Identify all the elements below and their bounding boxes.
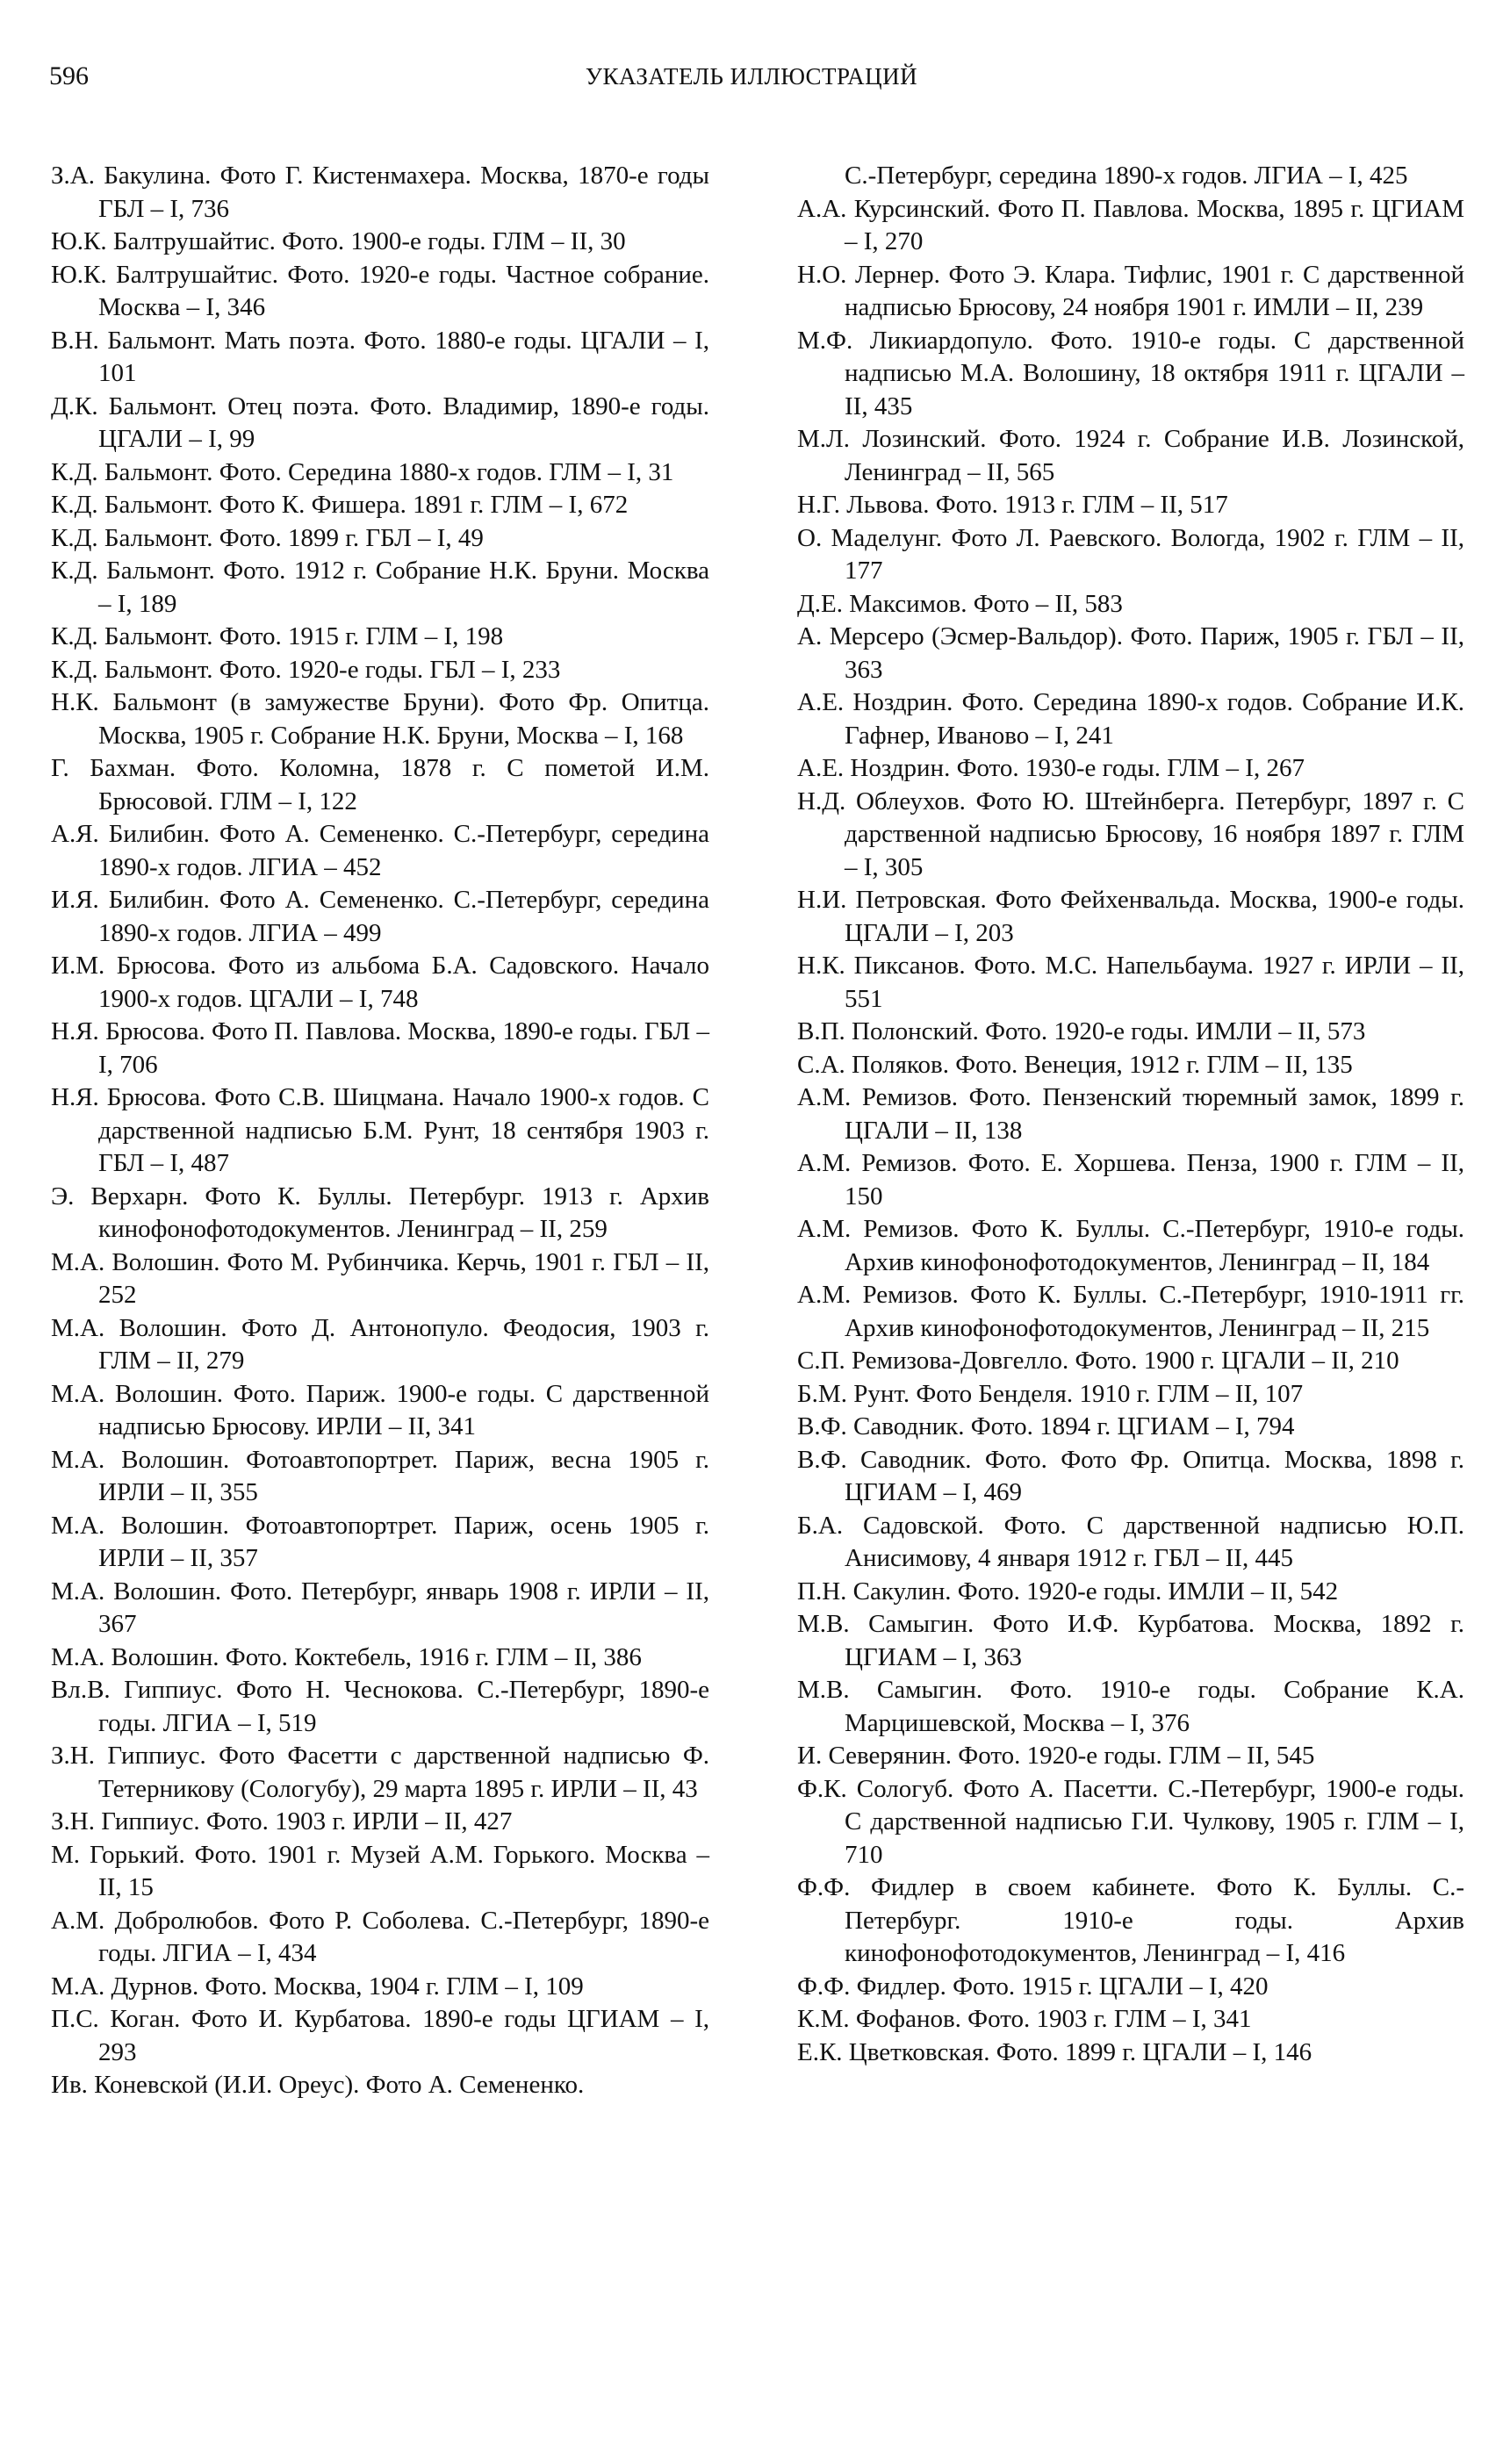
index-entry: М.А. Дурнов. Фото. Москва, 1904 г. ГЛМ – I, 109 — [51, 1972, 584, 2001]
index-entry: И. Северянин. Фото. 1920-е годы. ГЛМ – II, 545 — [797, 1742, 1315, 1770]
index-entry: А.Е. Ноздрин. Фото. Середина 1890-х годов. Собрание И.К. Гафнер, Иваново – I, 241 — [797, 688, 1464, 750]
index-entry: И.Я. Билибин. Фото А. Семененко. С.-Петербург, середина 1890-х годов. ЛГИА – 499 — [51, 886, 709, 947]
index-entry: А.М. Ремизов. Фото К. Буллы. С.-Петербург, 1910-1911 гг. Архив кинофонофотодокументов, Ленинград – II, 215 — [797, 1281, 1464, 1342]
index-entry: В.П. Полонский. Фото. 1920-е годы. ИМЛИ – II, 573 — [797, 1017, 1366, 1045]
index-entry: К.Д. Бальмонт. Фото. 1915 г. ГЛМ – I, 198 — [51, 622, 504, 650]
index-entry: А.Я. Билибин. Фото А. Семененко. С.-Петербург, середина 1890-х годов. ЛГИА – 452 — [51, 820, 709, 881]
index-entry: Э. Верхарн. Фото К. Буллы. Петербург. 1913 г. Архив кинофонофотодокументов. Ленинград – II, 259 — [51, 1182, 709, 1243]
index-entry: М.В. Самыгин. Фото. 1910-е годы. Собрание К.А. Марцишевской, Москва – I, 376 — [797, 1676, 1464, 1737]
index-column-right — [797, 160, 1464, 2069]
index-entry: Вл.В. Гиппиус. Фото Н. Чеснокова. С.-Петербург, 1890-е годы. ЛГИА – I, 519 — [51, 1676, 709, 1737]
index-entry: С.А. Поляков. Фото. Венеция, 1912 г. ГЛМ – II, 135 — [797, 1050, 1353, 1079]
index-entry: А. Мерсеро (Эсмер-Вальдор). Фото. Париж, 1905 г. ГБЛ – II, 363 — [797, 622, 1464, 684]
index-entry: П.Н. Сакулин. Фото. 1920-е годы. ИМЛИ – II, 542 — [797, 1577, 1339, 1606]
index-entry: М.В. Самыгин. Фото И.Ф. Курбатова. Москва, 1892 г. ЦГИАМ – I, 363 — [797, 1610, 1464, 1671]
running-head: УКАЗАТЕЛЬ ИЛЛЮСТРАЦИЙ — [585, 63, 918, 90]
index-entry: Н.Д. Облеухов. Фото Ю. Штейнберга. Петербург, 1897 г. С дарственной надписью Брюсову, 16 ноября 1897 г. ГЛМ – I, 305 — [797, 787, 1464, 881]
index-entry: М.А. Волошин. Фото М. Рубинчика. Керчь, 1901 г. ГБЛ – II, 252 — [51, 1247, 709, 1309]
index-entry: Д.К. Бальмонт. Отец поэта. Фото. Владимир, 1890-е годы. ЦГАЛИ – I, 99 — [51, 392, 709, 453]
index-entry: Ф.Ф. Фидлер. Фото. 1915 г. ЦГАЛИ – I, 420 — [797, 1972, 1269, 2001]
index-entry: Ю.К. Балтрушайтис. Фото. 1900-е годы. ГЛМ – II, 30 — [51, 227, 626, 255]
index-entry: И.М. Брюсова. Фото из альбома Б.А. Садовского. Начало 1900-х годов. ЦГАЛИ – I, 748 — [51, 952, 709, 1013]
index-entry: З.Н. Гиппиус. Фото. 1903 г. ИРЛИ – II, 427 — [51, 1807, 513, 1835]
index-entry: В.Ф. Саводник. Фото. Фото Фр. Опитца. Москва, 1898 г. ЦГИАМ – I, 469 — [797, 1445, 1464, 1506]
index-entry: Н.К. Пиксанов. Фото. М.С. Напельбаума. 1927 г. ИРЛИ – II, 551 — [797, 952, 1464, 1013]
index-entry: М.А. Волошин. Фото. Петербург, январь 1908 г. ИРЛИ – II, 367 — [51, 1577, 709, 1638]
index-entry: М.Л. Лозинский. Фото. 1924 г. Собрание И.В. Лозинской, Ленинград – II, 565 — [797, 425, 1464, 486]
index-entry: Н.Я. Брюсова. Фото П. Павлова. Москва, 1890-е годы. ГБЛ – I, 706 — [51, 1017, 709, 1079]
index-entry: Н.И. Петровская. Фото Фейхенвальда. Москва, 1900-е годы. ЦГАЛИ – I, 203 — [797, 886, 1464, 947]
index-entry: А.М. Ремизов. Фото. Пензенский тюремный замок, 1899 г. ЦГАЛИ – II, 138 — [797, 1083, 1464, 1145]
index-entry: К.Д. Бальмонт. Фото. 1920-е годы. ГБЛ – I, 233 — [51, 655, 561, 684]
index-entry: С.П. Ремизова-Довгелло. Фото. 1900 г. ЦГАЛИ – II, 210 — [797, 1347, 1399, 1375]
index-entry: Б.А. Садовской. Фото. С дарственной надписью Ю.П. Анисимову, 4 января 1912 г. ГБЛ – II, 445 — [797, 1511, 1464, 1572]
index-entry: Д.Е. Максимов. Фото – II, 583 — [797, 589, 1123, 618]
index-entry: Ю.К. Балтрушайтис. Фото. 1920-е годы. Частное собрание. Москва – I, 346 — [51, 260, 709, 321]
index-entry: А.М. Ремизов. Фото. Е. Хоршева. Пенза, 1900 г. ГЛМ – II, 150 — [797, 1149, 1464, 1210]
index-entry: К.Д. Бальмонт. Фото. Середина 1880-х годов. ГЛМ – I, 31 — [51, 457, 674, 486]
index-entry: В.Н. Бальмонт. Мать поэта. Фото. 1880-е годы. ЦГАЛИ – I, 101 — [51, 326, 709, 387]
index-entry-continuation: С.-Петербург, середина 1890-х годов. ЛГИА – I, 425 — [845, 162, 1408, 190]
index-entry: Г. Бахман. Фото. Коломна, 1878 г. С пометой И.М. Брюсовой. ГЛМ – I, 122 — [51, 754, 709, 815]
index-entry: А.М. Добролюбов. Фото Р. Соболева. С.-Петербург, 1890-е годы. ЛГИА – I, 434 — [51, 1906, 709, 1967]
index-entry: М. Горький. Фото. 1901 г. Музей А.М. Горького. Москва – II, 15 — [51, 1840, 709, 1901]
index-entry: А.М. Ремизов. Фото К. Буллы. С.-Петербург, 1910-е годы. Архив кинофонофотодокументов, Ленинград – II, 184 — [797, 1215, 1464, 1276]
index-entry: Н.К. Бальмонт (в замужестве Бруни). Фото Фр. Опитца. Москва, 1905 г. Собрание Н.К. Бруни, Москва – I, 168 — [51, 688, 709, 750]
page-number: 596 — [49, 61, 89, 90]
index-entry: М.А. Волошин. Фотоавтопортрет. Париж, весна 1905 г. ИРЛИ – II, 355 — [51, 1445, 709, 1506]
index-entry: М.А. Волошин. Фото Д. Антонопуло. Феодосия, 1903 г. ГЛМ – II, 279 — [51, 1313, 709, 1375]
index-entry: Ф.Ф. Фидлер в своем кабинете. Фото К. Буллы. С.-Петербург. 1910-е годы. Архив кинофонофотодокументов, Ленинград – I, 416 — [797, 1873, 1464, 1967]
index-entry: М.А. Волошин. Фото. Париж. 1900-е годы. С дарственной надписью Брюсову. ИРЛИ – II, 341 — [51, 1379, 709, 1440]
index-entry: Н.Г. Львова. Фото. 1913 г. ГЛМ – II, 517 — [797, 491, 1228, 519]
index-entry: К.М. Фофанов. Фото. 1903 г. ГЛМ – I, 341 — [797, 2005, 1252, 2033]
index-entry: П.С. Коган. Фото И. Курбатова. 1890-е годы ЦГИАМ – I, 293 — [51, 2005, 709, 2066]
index-entry: О. Маделунг. Фото Л. Раевского. Вологда, 1902 г. ГЛМ – II, 177 — [797, 523, 1464, 585]
index-entry: Н.О. Лернер. Фото Э. Клара. Тифлис, 1901 г. С дарственной надписью Брюсову, 24 ноября 1901 г. ИМЛИ – II, 239 — [797, 260, 1464, 321]
index-entry: А.Е. Ноздрин. Фото. 1930-е годы. ГЛМ – I, 267 — [797, 754, 1305, 782]
index-entry: М.А. Волошин. Фото. Коктебель, 1916 г. ГЛМ – II, 386 — [51, 1642, 642, 1671]
index-entry: Ив. Коневской (И.И. Ореус). Фото А. Семененко. — [51, 2071, 585, 2099]
index-entry: З.Н. Гиппиус. Фото Фасетти с дарственной надписью Ф. Тетерникову (Сологубу), 29 марта 1895 г. ИРЛИ – II, 43 — [51, 1742, 709, 1803]
index-entry: К.Д. Бальмонт. Фото. 1899 г. ГБЛ – I, 49 — [51, 523, 484, 552]
index-column-left — [51, 160, 709, 2102]
index-entry: З.А. Бакулина. Фото Г. Кистенмахера. Москва, 1870-е годы ГБЛ – I, 736 — [51, 162, 709, 223]
index-entry: К.Д. Бальмонт. Фото К. Фишера. 1891 г. ГЛМ – I, 672 — [51, 491, 629, 519]
index-entry: М.А. Волошин. Фотоавтопортрет. Париж, осень 1905 г. ИРЛИ – II, 357 — [51, 1511, 709, 1572]
index-entry: Е.К. Цветковская. Фото. 1899 г. ЦГАЛИ – I, 146 — [797, 2037, 1312, 2066]
index-entry: М.Ф. Ликиардопуло. Фото. 1910-е годы. С дарственной надписью М.А. Волошину, 18 октября 1911 г. ЦГАЛИ – II, 435 — [797, 326, 1464, 420]
index-entry: К.Д. Бальмонт. Фото. 1912 г. Собрание Н.К. Бруни. Москва – I, 189 — [51, 557, 709, 618]
index-entry: Н.Я. Брюсова. Фото С.В. Шицмана. Начало 1900-х годов. С дарственной надписью Б.М. Рунт, 18 сентября 1903 г. ГБЛ – I, 487 — [51, 1083, 709, 1177]
index-entry: Ф.К. Сологуб. Фото А. Пасетти. С.-Петербург, 1900-е годы. С дарственной надписью Г.И. Чулкову, 1905 г. ГЛМ – I, 710 — [797, 1774, 1464, 1869]
index-entry: А.А. Курсинский. Фото П. Павлова. Москва, 1895 г. ЦГИАМ – I, 270 — [797, 194, 1464, 255]
index-entry: Б.М. Рунт. Фото Бенделя. 1910 г. ГЛМ – II, 107 — [797, 1379, 1304, 1408]
index-entry: В.Ф. Саводник. Фото. 1894 г. ЦГИАМ – I, 794 — [797, 1412, 1295, 1440]
